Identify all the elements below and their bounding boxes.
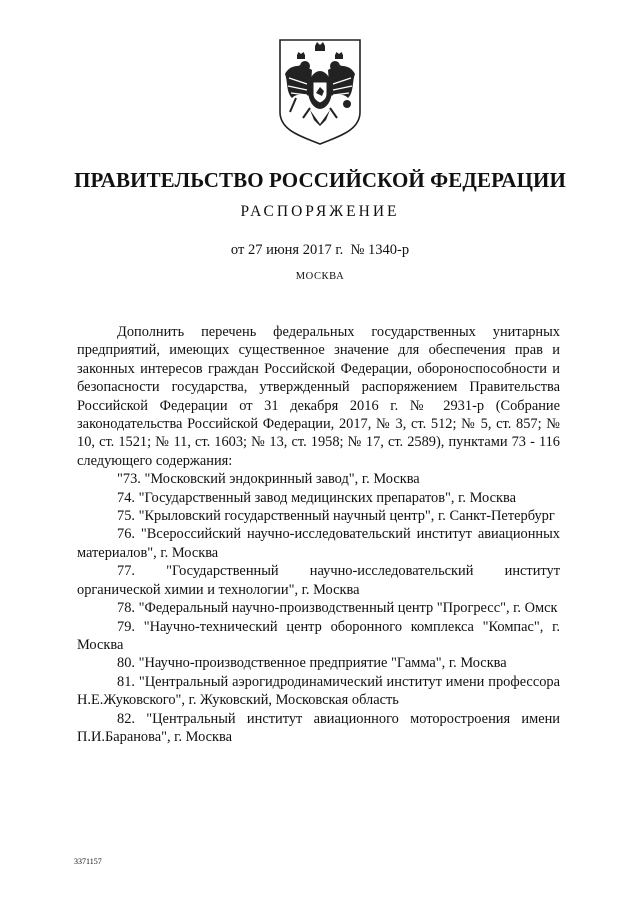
document-body (77, 323, 560, 746)
list-item: 79. "Научно-технический центр оборонного комплекса "Компас", г. Москва (77, 618, 560, 653)
document-date-number: от 27 июня 2017 г. № 1340-р (230, 242, 410, 258)
list-item: 75. "Крыловский государственный научный центр", г. Санкт-Петербург (117, 508, 555, 525)
list-item: 80. "Научно-производственное предприятие "Гамма", г. Москва (117, 655, 507, 672)
list-item: 82. "Центральный институт авиационного моторостроения имени П.И.Баранова", г. Москва (77, 710, 560, 745)
double-headed-eagle-icon (276, 38, 364, 146)
list-item: 76. "Всероссийский научно-исследовательский институт авиационных материалов", г. Москва (77, 526, 560, 561)
government-title: ПРАВИТЕЛЬСТВО РОССИЙСКОЙ ФЕДЕРАЦИИ (74, 168, 566, 192)
list-item: 81. "Центральный аэрогидродинамический институт имени профессора Н.Е.Жуковского", г. Жуковский, Московская область (77, 673, 560, 709)
list-item: "73. "Московский эндокринный завод", г. Москва (117, 471, 420, 488)
document-type: РАСПОРЯЖЕНИЕ (240, 203, 400, 220)
document-city: МОСКВА (295, 271, 345, 282)
coat-of-arms-emblem (276, 38, 364, 146)
document-code: 3371157 (74, 857, 102, 866)
list-item: 74. "Государственный завод медицинских препаратов", г. Москва (117, 489, 516, 506)
intro-paragraph: Дополнить перечень федеральных государственных унитарных предприятий, имеющих существенное значение для обеспечения прав и законных интересов граждан Российской Федерации, обороноспособности и безопасности государства, утвержденный распоряжением Правительства Российской Федерации от 31 декабря 2016 г. № 2931-р (Собрание законодательства Российской Федерации, 2017, № 3, ст. 512; № 5, ст. 857; № 10, ст. 1521; № 11, ст. 1603; № 13, ст. 1958; № 17, ст. 2589), пунктами 73 - 116 следующего содержания: (77, 324, 560, 469)
list-item: 78. "Федеральный научно-производственный центр "Прогресс", г. Омск (117, 600, 558, 617)
list-item: 77. "Государственный научно-исследовательский институт органической химии и технологии", г. Москва (77, 563, 560, 598)
